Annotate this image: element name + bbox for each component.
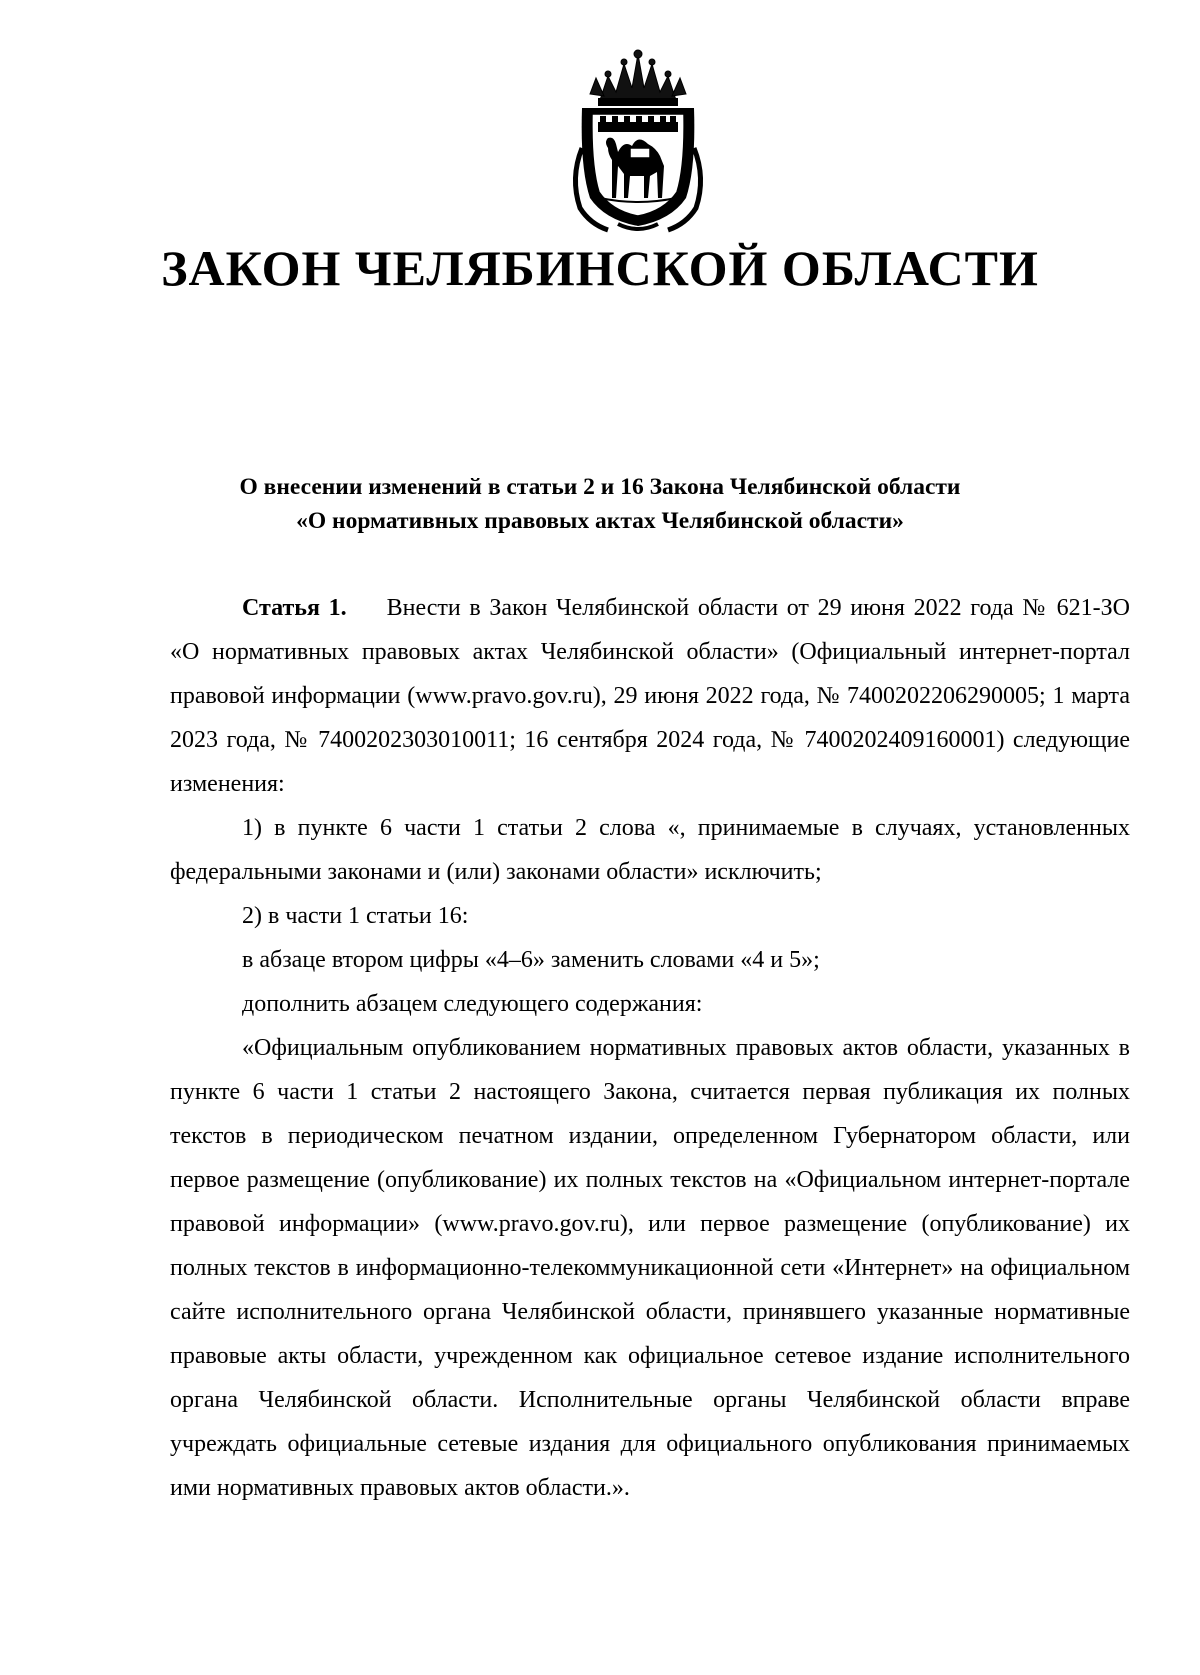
article-1-item-2: 2) в части 1 статьи 16: — [242, 903, 469, 929]
article-1-quoted-paragraph: «Официальным опубликованием нормативных правовых актов области, указанных в пункте 6 части 1 статьи 2 настоящего Закона, считается первая публикация их полных текстов в периодическом печатном издании, определенном Губернатором области, или первое размещение (опубликование) их полных текстов на «Официальном интернет-портале правовой информации» (www.pravo.gov.ru), или первое размещение (опубликование) их полных текстов в информационно-телекоммуникационной сети «Интернет» на официальном сайте исполнительного органа Челябинской области, принявшего указанные нормативные правовые акты области, учрежденном как официальное сетевое издание исполнительного органа Челябинской области. Исполнительные органы Челябинской области вправе учреждать официальные сетевые издания для официального опубликования принимаемых ими нормативных правовых актов области.». — [170, 1035, 1130, 1501]
law-subtitle-line-1: О внесении изменений в статьи 2 и 16 Закона Челябинской области — [239, 474, 961, 500]
law-subtitle — [150, 470, 1050, 538]
article-1-item-1: 1) в пункте 6 части 1 статьи 2 слова «, принимаемые в случаях, установленных федеральными законами и (или) законами области» исключить; — [170, 815, 1130, 885]
article-1-intro-text: Внести в Закон Челябинской области от 29 июня 2022 года № 621-ЗО «О нормативных правовых актах Челябинской области» (Официальный интернет-портал правовой информации (www.pravo.gov.ru), 29 июня 2022 года, № 7400202206290005; 1 марта 2023 года, № 7400202303010011; 16 сентября 2024 года, № 7400202409160001) следующие изменения: — [170, 595, 1130, 797]
article-1-item-2-a: в абзаце втором цифры «4–6» заменить словами «4 и 5»; — [242, 947, 820, 973]
article-1-intro — [170, 586, 1130, 806]
article-1-item-2-b: дополнить абзацем следующего содержания: — [242, 991, 703, 1017]
law-title: ЗАКОН ЧЕЛЯБИНСКОЙ ОБЛАСТИ — [161, 240, 1039, 296]
coat-of-arms-icon — [560, 48, 715, 233]
law-body — [170, 586, 1130, 1510]
article-1-label: Статья 1. — [242, 595, 347, 621]
law-subtitle-line-2: «О нормативных правовых актах Челябинской области» — [296, 508, 904, 534]
